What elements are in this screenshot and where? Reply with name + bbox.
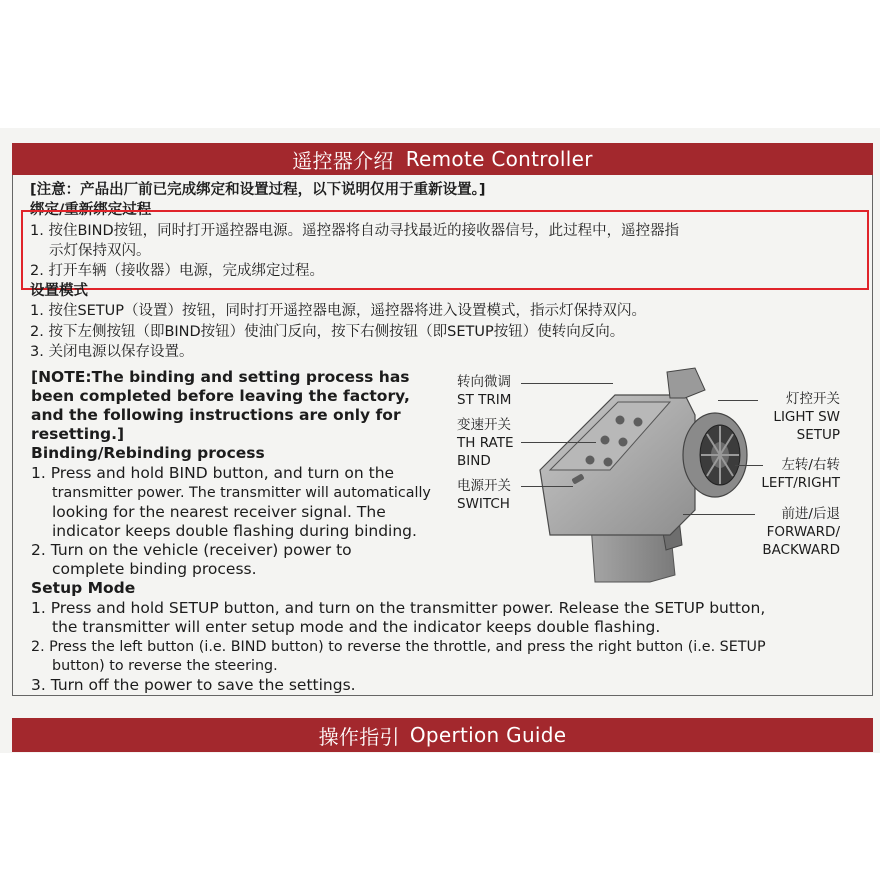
leader-st-trim bbox=[521, 383, 613, 384]
section-header-remote-controller bbox=[12, 143, 873, 175]
en-bind-step-2: 2. Turn on the vehicle (receiver) power to bbox=[31, 541, 352, 559]
en-setup-step-3: 3. Turn off the power to save the settings. bbox=[31, 676, 356, 694]
zh-setup-step-1: 1. 按住SETUP（设置）按钮，同时打开遥控器电源，遥控器将进入设置模式，指示灯保持双闪。 bbox=[30, 303, 647, 319]
footer-title-en: Opertion Guide bbox=[409, 723, 567, 747]
zh-note: [注意：产品出厂前已完成绑定和设置过程，以下说明仅用于重新设置。] bbox=[30, 182, 486, 198]
label-lr-zh: 左转/右转 bbox=[781, 457, 840, 473]
label-switch-zh: 电源开关 bbox=[457, 478, 511, 494]
en-bind-step-1: 1. Press and hold BIND button, and turn on the bbox=[31, 464, 395, 482]
leader-switch bbox=[521, 486, 573, 487]
label-setup-en: SETUP bbox=[796, 427, 840, 443]
en-note-line-1: [NOTE:The binding and setting process has bbox=[31, 368, 410, 386]
label-fb-zh: 前进/后退 bbox=[781, 506, 840, 522]
zh-bind-step-1: 1. 按住BIND按钮，同时打开遥控器电源。遥控器将自动寻找最近的接收器信号，此过程中，遥控器指 bbox=[30, 223, 680, 239]
en-setup-heading: Setup Mode bbox=[31, 579, 136, 597]
en-note-line-2: been completed before leaving the factory, bbox=[31, 387, 410, 405]
zh-setup-step-2: 2. 按下左侧按钮（即BIND按钮）使油门反向，按下右侧按钮（即SETUP按钮）使转向反向。 bbox=[30, 324, 625, 340]
zh-bind-step-1-cont: 示灯保持双闪。 bbox=[49, 243, 151, 259]
leader-fb bbox=[683, 514, 755, 515]
zh-setup-heading: 设置模式 bbox=[30, 283, 88, 299]
header-title-en: Remote Controller bbox=[405, 147, 593, 171]
en-setup-step-1: 1. Press and hold SETUP button, and turn on the transmitter power. Release the SETUP button, bbox=[31, 599, 766, 617]
en-note-line-4: resetting.] bbox=[31, 425, 125, 443]
en-bind-heading: Binding/Rebinding process bbox=[31, 444, 265, 462]
remote-controller-illustration bbox=[520, 360, 780, 590]
bind-button-2 bbox=[604, 458, 613, 467]
label-th-rate-zh: 变速开关 bbox=[457, 417, 511, 433]
st-trim-button-2 bbox=[634, 418, 643, 427]
en-setup-step-1-line-2: the transmitter will enter setup mode and the indicator keeps double flashing. bbox=[52, 618, 661, 636]
footer-title-zh: 操作指引 bbox=[318, 724, 400, 749]
en-note-line-3: and the following instructions are only for bbox=[31, 406, 401, 424]
label-th-rate-en: TH RATE bbox=[457, 435, 514, 451]
label-lr-en: LEFT/RIGHT bbox=[761, 475, 840, 491]
en-bind-step-1-line-4: indicator keeps double flashing during binding. bbox=[52, 522, 417, 540]
en-setup-step-2-line-2: button) to reverse the steering. bbox=[52, 658, 278, 674]
th-rate-button-2 bbox=[619, 438, 628, 447]
zh-bind-heading: 绑定/重新绑定过程 bbox=[30, 202, 152, 218]
label-fb-en-1: FORWARD/ bbox=[766, 524, 840, 540]
leader-th-rate bbox=[521, 442, 596, 443]
st-trim-button bbox=[616, 416, 625, 425]
label-light-en: LIGHT SW bbox=[773, 409, 840, 425]
leader-lr bbox=[735, 465, 763, 466]
th-rate-button bbox=[601, 436, 610, 445]
label-switch-en: SWITCH bbox=[457, 496, 510, 512]
highlight-box bbox=[21, 210, 869, 290]
en-bind-step-1-line-3: looking for the nearest receiver signal. The bbox=[52, 503, 386, 521]
label-st-trim-zh: 转向微调 bbox=[457, 374, 511, 390]
header-title-zh: 遥控器介绍 bbox=[292, 148, 394, 173]
label-bind-en: BIND bbox=[457, 453, 491, 469]
label-fb-en-2: BACKWARD bbox=[762, 542, 840, 558]
label-light-zh: 灯控开关 bbox=[786, 391, 840, 407]
bind-button bbox=[586, 456, 595, 465]
section-header-operation-guide bbox=[12, 718, 873, 752]
en-setup-step-2: 2. Press the left button (i.e. BIND button) to reverse the throttle, and press the right button (i.e. SETUP bbox=[31, 639, 766, 655]
en-bind-step-1-line-2: transmitter power. The transmitter will automatically bbox=[52, 485, 431, 501]
en-bind-step-2-line-2: complete binding process. bbox=[52, 560, 257, 578]
zh-bind-step-2: 2. 打开车辆（接收器）电源，完成绑定过程。 bbox=[30, 263, 324, 279]
zh-setup-step-3: 3. 关闭电源以保存设置。 bbox=[30, 344, 194, 360]
leader-light bbox=[718, 400, 758, 401]
antenna-housing bbox=[667, 368, 705, 398]
label-st-trim-en: ST TRIM bbox=[457, 392, 512, 408]
